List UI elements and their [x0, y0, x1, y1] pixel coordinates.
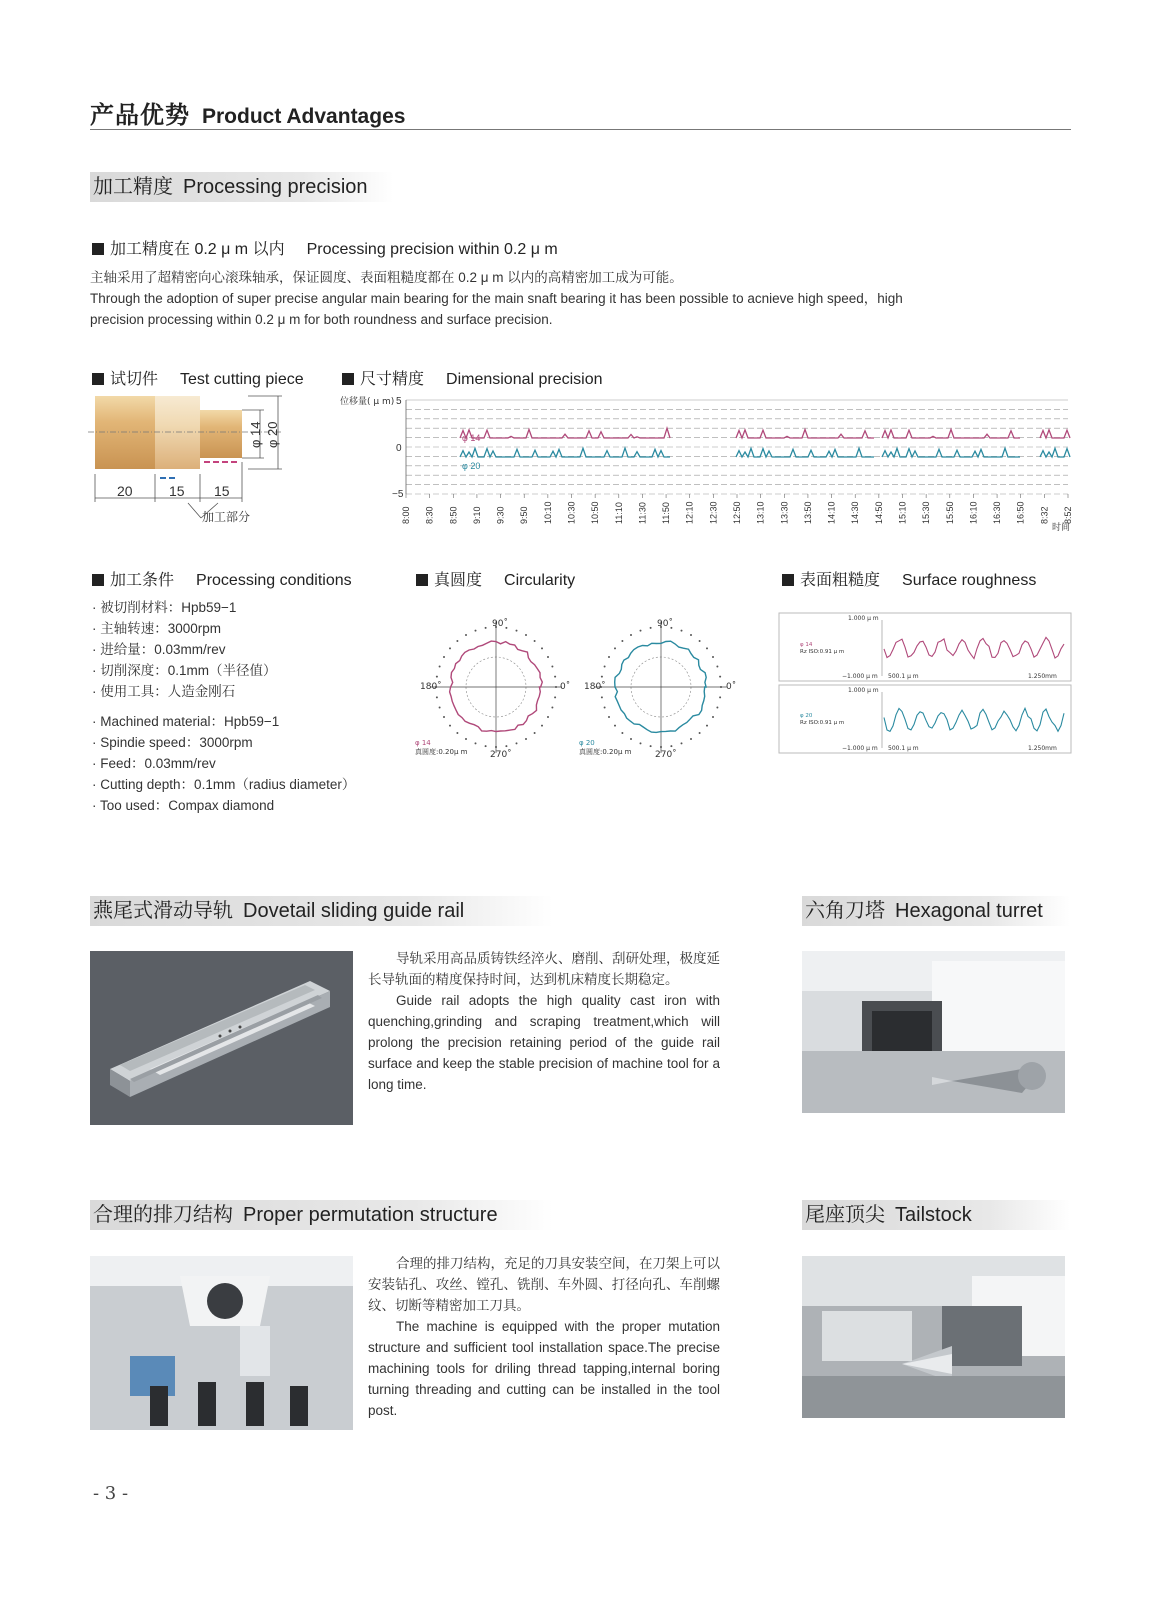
x-tick-label: 9:30 — [495, 506, 506, 524]
polar-tick — [621, 732, 623, 734]
polar-tick — [614, 725, 616, 727]
x-tick-label: 16:10 — [968, 501, 979, 524]
rough2-bottom: −1.000 μ m — [842, 745, 878, 752]
dim-y-top: 5 — [396, 396, 402, 407]
subhead-precision — [92, 236, 558, 259]
x-tick-label: 16:50 — [1015, 501, 1026, 524]
rough2-dia: φ 20 — [800, 713, 813, 719]
permutation-description — [368, 1253, 720, 1421]
list-item: · 被切削材料：Hpb59−1 — [92, 597, 277, 618]
page-title-cn: 产品优势 — [90, 102, 190, 129]
square-bullet-icon — [342, 373, 354, 385]
square-bullet-icon — [92, 243, 104, 255]
rough2-top: 1.000 μ m — [848, 687, 879, 694]
subhead-test-piece — [92, 366, 304, 389]
precision-description — [90, 267, 1050, 330]
rough1-dia: φ 14 — [800, 642, 813, 648]
rough1-end: 1.250mm — [1028, 673, 1057, 680]
polar-tick — [716, 666, 718, 668]
square-bullet-icon — [92, 574, 104, 586]
rough1-mid: 500.1 μ m — [888, 673, 919, 680]
precision-text-en-1: Through the adoption of super precise angular main bearing for the main snaft bearing it has been possible to acnieve high speed，high — [90, 291, 903, 306]
subhead-cond-cn: 加工条件 — [110, 572, 175, 589]
dovetail-text-cn: 导轨采用高品质铸铁经淬火、磨削、刮研处理，极度延长导轨面的精度保持时间，达到机床精度长期稳定。 — [368, 951, 720, 987]
dim-series-14-label: φ 14 — [462, 433, 481, 443]
processed-part-label: 加工部分 — [202, 510, 251, 524]
square-bullet-icon — [416, 574, 428, 586]
x-tick-label: 8:30 — [424, 506, 435, 524]
polar-tick — [516, 630, 518, 632]
conditions-list-en — [92, 711, 355, 816]
series-20-line — [736, 448, 874, 457]
series-20-line — [882, 448, 1020, 457]
roughness-panel-1 — [779, 613, 1071, 681]
circularity-charts — [410, 612, 746, 762]
subhead-test-en: Test cutting piece — [180, 371, 304, 388]
polar-tick — [436, 696, 438, 698]
band-turret-en: Hexagonal turret — [895, 900, 1043, 922]
circ-left-270: 270˚ — [490, 750, 512, 760]
dim-20: 20 — [117, 483, 133, 499]
circ-right-val: 真圆度:0.20μ m — [579, 748, 632, 756]
dim-xticks — [401, 494, 1073, 524]
x-tick-label: 13:30 — [779, 501, 790, 524]
x-tick-label: 14:30 — [850, 501, 861, 524]
polar-tick — [608, 656, 610, 658]
rough2-rz: Rz ISO:0.91 μ m — [800, 720, 845, 726]
list-item: · Feed：0.03mm/rev — [92, 753, 355, 774]
series-14-line — [882, 430, 1020, 439]
circ-right-180: 180˚ — [584, 682, 606, 692]
permutation-text-cn: 合理的排刀结构，充足的刀具安装空间，在刀架上可以安装钻孔、攻丝、镗孔、铣削、车外圆、打径向孔、车削螺纹、切断等精密加工刀具。 — [368, 1256, 720, 1313]
subhead-rough-en: Surface roughness — [902, 572, 1037, 589]
polar-tick — [690, 634, 692, 636]
polar-tick — [525, 634, 527, 636]
page-header — [90, 95, 405, 130]
x-tick-label: 10:30 — [566, 501, 577, 524]
subhead-conditions — [92, 567, 352, 590]
polar-tick — [604, 666, 606, 668]
x-tick-label: 9:10 — [471, 506, 482, 524]
dim-15b: 15 — [214, 483, 230, 499]
x-tick-label: 10:10 — [542, 501, 553, 524]
subhead-test-cn: 试切件 — [110, 371, 159, 388]
dia-20-label: φ 20 — [265, 421, 280, 448]
x-tick-label: 13:50 — [802, 501, 813, 524]
polar-tick — [465, 738, 467, 740]
section-band-dovetail — [90, 896, 553, 926]
rough2-mid: 500.1 μ m — [888, 745, 919, 752]
dim-ylabel: 位移量( μ m) — [340, 397, 395, 407]
polar-tick — [712, 716, 714, 718]
polar-tick — [601, 676, 603, 678]
piece-tip — [200, 410, 242, 458]
polar-tick — [534, 640, 536, 642]
polar-tick — [551, 666, 553, 668]
x-tick-label: 16:30 — [992, 501, 1003, 524]
polar-tick — [516, 742, 518, 744]
x-tick-label: 12:50 — [732, 501, 742, 524]
polar-tick — [485, 745, 487, 747]
subhead-circ-cn: 真圆度 — [434, 572, 483, 589]
circularity-plot-14 — [430, 621, 562, 753]
polar-tick — [443, 656, 445, 658]
polar-tick — [525, 738, 527, 740]
polar-tick — [604, 707, 606, 709]
polar-tick — [443, 716, 445, 718]
subhead-circ-en: Circularity — [504, 572, 576, 589]
subhead-dim-cn: 尺寸精度 — [360, 371, 425, 388]
polar-tick — [547, 656, 549, 658]
polar-tick — [719, 676, 721, 678]
conditions-list-cn — [92, 597, 277, 702]
polar-tick — [554, 676, 556, 678]
x-tick-label: 14:50 — [873, 501, 884, 524]
test-piece-drawing — [88, 390, 298, 530]
polar-tick — [640, 630, 642, 632]
polar-tick — [699, 640, 701, 642]
polar-tick — [475, 630, 477, 632]
subhead-dimensional — [342, 366, 603, 389]
dovetail-text-en: Guide rail adopts the high quality cast iron with quenching,grinding and scraping treatment,which will prolong the precision retaining period of the guide rail surface and keep the stable precision of machine tool for a long time. — [368, 993, 720, 1092]
section-band-tailstock — [802, 1200, 1070, 1230]
list-item: · Machined material：Hpb59−1 — [92, 711, 355, 732]
circularity-plot-20 — [595, 621, 727, 753]
precision-text-cn: 主轴采用了超精密向心滚珠轴承，保证圆度、表面粗糙度都在 0.2 μ m 以内的高精密加工成为可能。 — [90, 270, 683, 285]
polar-tick — [650, 745, 652, 747]
polar-tick — [541, 647, 543, 649]
circ-right-dia: φ 20 — [579, 739, 595, 747]
square-bullet-icon — [782, 574, 794, 586]
guide-rail-photo — [90, 951, 353, 1125]
polar-tick — [712, 656, 714, 658]
permutation-text-en: The machine is equipped with the proper mutation structure and sufficient tool installation space.The precise machining tools for driling thread tapping,internal boring turning threading and cutting can be installed in the tool post. — [368, 1319, 720, 1418]
list-item: · 使用工具：人造金刚石 — [92, 681, 277, 702]
subhead-cond-en: Processing conditions — [196, 572, 352, 589]
series-20-line — [460, 448, 670, 457]
polar-tick — [640, 742, 642, 744]
polar-tick — [681, 742, 683, 744]
list-item: · Spindie speed：3000rpm — [92, 732, 355, 753]
polar-tick — [439, 707, 441, 709]
polar-tick — [614, 647, 616, 649]
band-tailstock-cn: 尾座顶尖 — [805, 1204, 885, 1226]
list-item: · 进给量：0.03mm/rev — [92, 639, 277, 660]
polar-tick — [706, 725, 708, 727]
dimensional-chart — [336, 390, 1076, 540]
square-bullet-icon — [92, 373, 104, 385]
dim-y-bot: −5 — [392, 489, 404, 500]
polar-tick — [650, 627, 652, 629]
section-band-precision — [90, 172, 393, 202]
band-tailstock-en: Tailstock — [895, 1204, 972, 1226]
x-tick-label: 9:50 — [519, 506, 530, 524]
piece-mid — [155, 396, 200, 469]
dim-x-unit: 时间 — [1052, 523, 1071, 533]
polar-tick — [716, 707, 718, 709]
x-tick-label: 8:32 — [1039, 506, 1050, 524]
polar-tick — [699, 732, 701, 734]
polar-tick — [681, 630, 683, 632]
band-precision-en: Processing precision — [183, 176, 368, 198]
x-tick-label: 8:50 — [448, 506, 459, 524]
subhead-precision-cn: 加工精度在 0.2 μ m 以内 — [110, 241, 285, 258]
x-tick-label: 14:10 — [826, 501, 837, 524]
x-tick-label: 10:50 — [590, 501, 601, 524]
polar-tick — [608, 716, 610, 718]
subhead-roughness — [782, 567, 1036, 590]
tool-structure-photo — [90, 1256, 353, 1430]
polar-tick — [630, 738, 632, 740]
band-dovetail-en: Dovetail sliding guide rail — [243, 900, 465, 922]
subhead-rough-cn: 表面粗糙度 — [800, 572, 881, 589]
x-tick-label: 11:10 — [613, 502, 624, 524]
polar-tick — [439, 666, 441, 668]
x-tick-label: 12:30 — [708, 501, 719, 524]
series-14-line — [736, 430, 874, 439]
x-tick-label: 8:52 — [1063, 506, 1073, 524]
subhead-precision-en: Processing precision within 0.2 μ m — [306, 241, 558, 258]
tailstock-photo — [802, 1256, 1065, 1418]
circ-left-val: 真圆度:0.20μ m — [415, 748, 468, 756]
precision-text-en-2: precision processing within 0.2 μ m for both roundness and surface precision. — [90, 312, 553, 327]
polar-tick — [601, 696, 603, 698]
dim-y-mid: 0 — [396, 443, 402, 454]
dim-series-20-label: φ 20 — [462, 461, 481, 471]
polar-tick — [551, 707, 553, 709]
polar-tick — [465, 634, 467, 636]
polar-tick — [449, 725, 451, 727]
polar-tick — [456, 640, 458, 642]
rough1-rz: Rz ISO:0.91 μ m — [800, 649, 845, 655]
polar-tick — [456, 732, 458, 734]
circ-right-0: 0˚ — [726, 682, 737, 692]
polar-tick — [670, 745, 672, 747]
x-tick-label: 13:10 — [755, 501, 766, 524]
polar-tick — [505, 745, 507, 747]
dia-14-label: φ 14 — [248, 421, 263, 448]
x-tick-label: 15:50 — [944, 501, 955, 524]
dovetail-description — [368, 948, 720, 1095]
band-dovetail-cn: 燕尾式滑动导轨 — [93, 900, 233, 922]
polar-tick — [554, 696, 556, 698]
header-rule — [90, 129, 1071, 130]
band-turret-cn: 六角刀塔 — [805, 900, 885, 922]
series-20-line — [1040, 448, 1070, 457]
section-band-turret — [802, 896, 1070, 926]
series-14-line — [460, 428, 670, 438]
x-tick-label: 11:30 — [637, 502, 648, 524]
circ-left-90: 90˚ — [492, 619, 508, 629]
subhead-circularity — [416, 567, 575, 590]
circ-left-0: 0˚ — [560, 682, 571, 692]
polar-tick — [475, 742, 477, 744]
subhead-dim-en: Dimensional precision — [446, 371, 603, 388]
section-band-permutation — [90, 1200, 553, 1230]
polar-tick — [485, 627, 487, 629]
circ-left-dia: φ 14 — [415, 739, 431, 747]
x-tick-label: 15:30 — [921, 501, 932, 524]
x-tick-label: 12:10 — [684, 501, 695, 524]
polar-tick — [547, 716, 549, 718]
page-title-en: Product Advantages — [202, 105, 406, 128]
piece-body — [95, 396, 155, 469]
polar-tick — [706, 647, 708, 649]
series-14-line — [1040, 430, 1070, 438]
turret-photo — [802, 951, 1065, 1113]
polar-tick — [449, 647, 451, 649]
polar-tick — [436, 676, 438, 678]
polar-tick — [719, 696, 721, 698]
x-tick-label: 15:10 — [897, 501, 908, 524]
polar-tick — [690, 738, 692, 740]
roughness-charts — [778, 612, 1073, 754]
polar-tick — [541, 725, 543, 727]
dim-gridlines — [406, 400, 1068, 494]
list-item: · 切削深度：0.1mm（半径值） — [92, 660, 277, 681]
rough2-end: 1.250mm — [1028, 745, 1057, 752]
x-tick-label: 11:50 — [661, 502, 672, 524]
page-number: - 3 - — [93, 1483, 129, 1504]
list-item: · Too used：Compax diamond — [92, 795, 355, 816]
x-tick-label: 8:00 — [401, 506, 411, 524]
band-permutation-cn: 合理的排刀结构 — [93, 1204, 233, 1226]
circ-right-90: 90˚ — [657, 619, 673, 629]
rough1-bottom: −1.000 μ m — [842, 673, 878, 680]
band-precision-cn: 加工精度 — [93, 176, 173, 198]
polar-tick — [534, 732, 536, 734]
polar-tick — [621, 640, 623, 642]
dim-series — [460, 428, 1070, 457]
dim-15a: 15 — [169, 483, 185, 499]
rough1-top: 1.000 μ m — [848, 615, 879, 622]
band-permutation-en: Proper permutation structure — [243, 1204, 498, 1226]
circ-right-270: 270˚ — [655, 750, 677, 760]
list-item: · 主轴转速：3000rpm — [92, 618, 277, 639]
list-item: · Cutting depth：0.1mm（radius diameter） — [92, 774, 355, 795]
polar-tick — [630, 634, 632, 636]
circ-left-180: 180˚ — [420, 682, 442, 692]
